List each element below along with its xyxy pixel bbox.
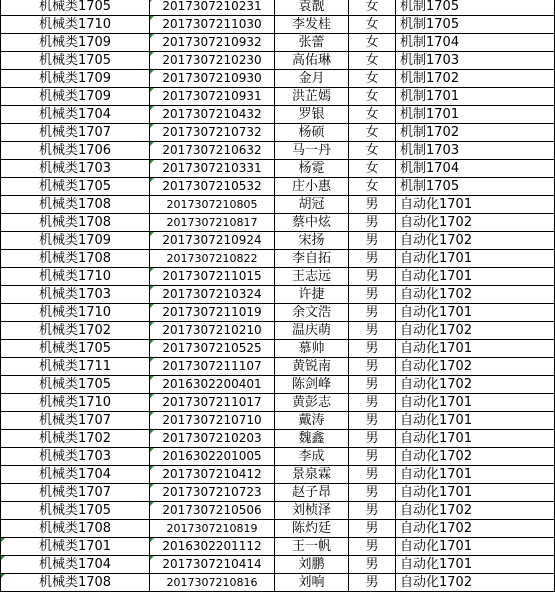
student-id-cell[interactable]: 2017307210805 [150, 196, 275, 214]
class-cell[interactable]: 自动化1702 [396, 358, 555, 376]
table-row [1, 484, 555, 502]
student-name-cell[interactable]: 王志远 [275, 268, 349, 286]
major-cell[interactable]: 机械类1705 [1, 340, 150, 358]
major-cell[interactable]: 机械类1710 [1, 268, 150, 286]
student-id-cell[interactable]: 2017307210210 [150, 322, 275, 340]
student-name-cell[interactable]: 李自拓 [275, 250, 349, 268]
student-name-cell[interactable]: 慕帅 [275, 340, 349, 358]
student-id-cell[interactable]: 2016302200401 [150, 376, 275, 394]
major-cell[interactable]: 机械类1703 [1, 286, 150, 304]
student-id-cell[interactable]: 2017307211015 [150, 268, 275, 286]
class-cell[interactable]: 自动化1702 [396, 286, 555, 304]
major-cell[interactable]: 机械类1705 [1, 502, 150, 520]
student-id-cell[interactable]: 2017307211017 [150, 394, 275, 412]
class-cell[interactable]: 自动化1701 [396, 304, 555, 322]
gender-cell[interactable]: 男 [349, 538, 396, 556]
gender-cell[interactable]: 男 [349, 358, 396, 376]
gender-cell[interactable]: 女 [349, 52, 396, 70]
table-row [1, 376, 555, 394]
major-cell[interactable]: 机械类1709 [1, 232, 150, 250]
student-name-cell[interactable]: 王一帆 [275, 538, 349, 556]
table-row [1, 70, 555, 88]
student-name-cell[interactable]: 景泉霖 [275, 466, 349, 484]
student-name-cell[interactable]: 杨硕 [275, 124, 349, 142]
gender-cell[interactable]: 男 [349, 286, 396, 304]
student-name-cell[interactable]: 刘桢泽 [275, 502, 349, 520]
table-row [1, 34, 555, 52]
student-id-cell[interactable]: 2017307210710 [150, 412, 275, 430]
student-id-cell[interactable]: 2017307210816 [150, 574, 275, 592]
student-name-cell[interactable]: 高佑琳 [275, 52, 349, 70]
major-cell[interactable]: 机械类1708 [1, 214, 150, 232]
gender-cell[interactable]: 男 [349, 394, 396, 412]
major-cell[interactable]: 机械类1709 [1, 34, 150, 52]
class-cell[interactable]: 机制1701 [396, 88, 555, 106]
table-body [1, 0, 555, 592]
class-cell[interactable]: 自动化1702 [396, 376, 555, 394]
class-cell[interactable]: 机制1705 [396, 16, 555, 34]
major-cell[interactable]: 机械类1708 [1, 250, 150, 268]
table-row [1, 412, 555, 430]
class-cell[interactable]: 机制1704 [396, 160, 555, 178]
major-cell[interactable]: 机械类1705 [1, 376, 150, 394]
class-cell[interactable]: 机制1703 [396, 142, 555, 160]
gender-cell[interactable]: 男 [349, 268, 396, 286]
student-name-cell[interactable]: 杨霓 [275, 160, 349, 178]
student-name-cell[interactable]: 许捷 [275, 286, 349, 304]
table-row [1, 214, 555, 232]
class-cell[interactable]: 自动化1702 [396, 574, 555, 592]
student-id-cell[interactable]: 2017307210331 [150, 160, 275, 178]
student-name-cell[interactable]: 胡冠 [275, 196, 349, 214]
student-id-cell[interactable]: 2017307210632 [150, 142, 275, 160]
table-row [1, 394, 555, 412]
student-name-cell[interactable]: 余文浩 [275, 304, 349, 322]
class-cell[interactable]: 机制1705 [396, 178, 555, 196]
table-row [1, 142, 555, 160]
student-id-cell[interactable]: 2017307210414 [150, 556, 275, 574]
major-cell[interactable]: 机械类1709 [1, 88, 150, 106]
class-cell[interactable]: 自动化1702 [396, 502, 555, 520]
major-cell[interactable]: 机械类1709 [1, 70, 150, 88]
student-name-cell[interactable]: 宋扬 [275, 232, 349, 250]
gender-cell[interactable]: 男 [349, 412, 396, 430]
student-name-cell[interactable]: 蔡中炫 [275, 214, 349, 232]
major-cell[interactable]: 机械类1703 [1, 160, 150, 178]
major-cell[interactable]: 机械类1710 [1, 16, 150, 34]
gender-cell[interactable]: 男 [349, 574, 396, 592]
gender-cell[interactable]: 男 [349, 484, 396, 502]
student-id-cell[interactable]: 2017307210930 [150, 70, 275, 88]
table-row [1, 160, 555, 178]
table-row [1, 16, 555, 34]
major-cell[interactable]: 机械类1705 [1, 178, 150, 196]
class-cell[interactable]: 自动化1701 [396, 394, 555, 412]
class-cell[interactable]: 自动化1702 [396, 448, 555, 466]
gender-cell[interactable]: 男 [349, 340, 396, 358]
table-row [1, 0, 555, 16]
gender-cell[interactable]: 男 [349, 214, 396, 232]
table-row [1, 286, 555, 304]
class-cell[interactable]: 自动化1702 [396, 322, 555, 340]
student-id-cell[interactable]: 2017307210817 [150, 214, 275, 232]
major-cell[interactable]: 机械类1704 [1, 556, 150, 574]
gender-cell[interactable]: 女 [349, 34, 396, 52]
gender-cell[interactable]: 女 [349, 124, 396, 142]
table-row [1, 106, 555, 124]
major-cell[interactable]: 机械类1707 [1, 484, 150, 502]
student-name-cell[interactable]: 李成 [275, 448, 349, 466]
student-id-cell[interactable]: 2017307210819 [150, 520, 275, 538]
table-row [1, 538, 555, 556]
student-id-cell[interactable]: 2017307210931 [150, 88, 275, 106]
student-id-cell[interactable]: 2017307210432 [150, 106, 275, 124]
table-row [1, 268, 555, 286]
class-cell[interactable]: 机制1705 [396, 0, 555, 16]
student-name-cell[interactable]: 陈剑峰 [275, 376, 349, 394]
table-row [1, 574, 555, 592]
student-id-cell[interactable]: 2016302201005 [150, 448, 275, 466]
gender-cell[interactable]: 男 [349, 196, 396, 214]
student-id-cell[interactable]: 2017307210723 [150, 484, 275, 502]
table-row [1, 340, 555, 358]
student-id-cell[interactable]: 2017307210506 [150, 502, 275, 520]
student-name-cell[interactable]: 庄小惠 [275, 178, 349, 196]
major-cell[interactable]: 机械类1705 [1, 0, 150, 16]
gender-cell[interactable]: 男 [349, 556, 396, 574]
table-row [1, 250, 555, 268]
major-cell[interactable]: 机械类1708 [1, 574, 150, 592]
table-row [1, 196, 555, 214]
gender-cell[interactable]: 女 [349, 160, 396, 178]
table-row [1, 358, 555, 376]
gender-cell[interactable]: 女 [349, 106, 396, 124]
class-cell[interactable]: 机制1702 [396, 124, 555, 142]
student-name-cell[interactable]: 赵子昂 [275, 484, 349, 502]
student-name-cell[interactable]: 袁靓 [275, 0, 349, 16]
class-cell[interactable]: 自动化1701 [396, 538, 555, 556]
major-cell[interactable]: 机械类1710 [1, 394, 150, 412]
student-name-cell[interactable]: 陈灼廷 [275, 520, 349, 538]
major-cell[interactable]: 机械类1708 [1, 520, 150, 538]
major-cell[interactable]: 机械类1704 [1, 106, 150, 124]
major-cell[interactable]: 机械类1704 [1, 466, 150, 484]
student-name-cell[interactable]: 戴涛 [275, 412, 349, 430]
student-id-cell[interactable]: 2017307210525 [150, 340, 275, 358]
student-name-cell[interactable]: 张蕾 [275, 34, 349, 52]
student-id-cell[interactable]: 2017307211030 [150, 16, 275, 34]
gender-cell[interactable]: 男 [349, 322, 396, 340]
table-row [1, 232, 555, 250]
student-name-cell[interactable]: 刘响 [275, 574, 349, 592]
major-cell[interactable]: 机械类1708 [1, 196, 150, 214]
gender-cell[interactable]: 女 [349, 70, 396, 88]
class-cell[interactable]: 自动化1701 [396, 250, 555, 268]
table-row [1, 322, 555, 340]
student-id-cell[interactable]: 2017307210324 [150, 286, 275, 304]
student-id-cell[interactable]: 2017307211107 [150, 358, 275, 376]
student-id-cell[interactable]: 2017307210924 [150, 232, 275, 250]
major-cell[interactable]: 机械类1707 [1, 124, 150, 142]
major-cell[interactable]: 机械类1702 [1, 322, 150, 340]
major-cell[interactable]: 机械类1707 [1, 412, 150, 430]
student-name-cell[interactable]: 黄锐南 [275, 358, 349, 376]
class-cell[interactable]: 自动化1701 [396, 196, 555, 214]
table-row [1, 124, 555, 142]
gender-cell[interactable]: 女 [349, 0, 396, 16]
gender-cell[interactable]: 女 [349, 142, 396, 160]
gender-cell[interactable]: 男 [349, 502, 396, 520]
class-cell[interactable]: 机制1701 [396, 106, 555, 124]
table-row [1, 178, 555, 196]
student-id-cell[interactable]: 2017307210822 [150, 250, 275, 268]
table-row [1, 52, 555, 70]
gender-cell[interactable]: 男 [349, 232, 396, 250]
major-cell[interactable]: 机械类1705 [1, 52, 150, 70]
class-cell[interactable]: 机制1703 [396, 52, 555, 70]
class-cell[interactable]: 自动化1701 [396, 412, 555, 430]
student-id-cell[interactable]: 2017307210203 [150, 430, 275, 448]
table-row [1, 430, 555, 448]
class-cell[interactable]: 机制1702 [396, 70, 555, 88]
class-cell[interactable]: 自动化1702 [396, 214, 555, 232]
class-cell[interactable]: 自动化1701 [396, 340, 555, 358]
class-cell[interactable]: 自动化1701 [396, 556, 555, 574]
student-id-cell[interactable]: 2017307210732 [150, 124, 275, 142]
class-cell[interactable]: 自动化1701 [396, 484, 555, 502]
gender-cell[interactable]: 男 [349, 250, 396, 268]
student-name-cell[interactable]: 金月 [275, 70, 349, 88]
student-name-cell[interactable]: 李发桂 [275, 16, 349, 34]
table-row [1, 88, 555, 106]
class-cell[interactable]: 自动化1702 [396, 520, 555, 538]
gender-cell[interactable]: 男 [349, 430, 396, 448]
major-cell[interactable]: 机械类1702 [1, 430, 150, 448]
student-id-cell[interactable]: 2016302201112 [150, 538, 275, 556]
major-cell[interactable]: 机械类1701 [1, 538, 150, 556]
table-row [1, 304, 555, 322]
gender-cell[interactable]: 男 [349, 448, 396, 466]
gender-cell[interactable]: 男 [349, 520, 396, 538]
gender-cell[interactable]: 男 [349, 376, 396, 394]
student-name-cell[interactable]: 温庆萌 [275, 322, 349, 340]
student-name-cell[interactable]: 马一丹 [275, 142, 349, 160]
gender-cell[interactable]: 女 [349, 88, 396, 106]
gender-cell[interactable]: 女 [349, 178, 396, 196]
table-row [1, 502, 555, 520]
student-id-cell[interactable]: 2017307210412 [150, 466, 275, 484]
table-row [1, 466, 555, 484]
class-cell[interactable]: 自动化1701 [396, 466, 555, 484]
student-name-cell[interactable]: 罗银 [275, 106, 349, 124]
student-id-cell[interactable]: 2017307211019 [150, 304, 275, 322]
student-name-cell[interactable]: 刘鹏 [275, 556, 349, 574]
student-id-cell[interactable]: 2017307210532 [150, 178, 275, 196]
gender-cell[interactable]: 女 [349, 16, 396, 34]
major-cell[interactable]: 机械类1703 [1, 448, 150, 466]
gender-cell[interactable]: 男 [349, 304, 396, 322]
student-name-cell[interactable]: 洪芷嫣 [275, 88, 349, 106]
gender-cell[interactable]: 男 [349, 466, 396, 484]
student-id-cell[interactable]: 2017307210231 [150, 0, 275, 16]
student-id-cell[interactable]: 2017307210932 [150, 34, 275, 52]
student-name-cell[interactable]: 魏鑫 [275, 430, 349, 448]
class-cell[interactable]: 自动化1701 [396, 430, 555, 448]
student-name-cell[interactable]: 黄彭志 [275, 394, 349, 412]
table-row [1, 556, 555, 574]
major-cell[interactable]: 机械类1710 [1, 304, 150, 322]
major-cell[interactable]: 机械类1711 [1, 358, 150, 376]
class-cell[interactable]: 机制1704 [396, 34, 555, 52]
table-row [1, 520, 555, 538]
major-cell[interactable]: 机械类1706 [1, 142, 150, 160]
student-id-cell[interactable]: 2017307210230 [150, 52, 275, 70]
table-row [1, 448, 555, 466]
class-cell[interactable]: 自动化1702 [396, 232, 555, 250]
class-cell[interactable]: 自动化1701 [396, 268, 555, 286]
